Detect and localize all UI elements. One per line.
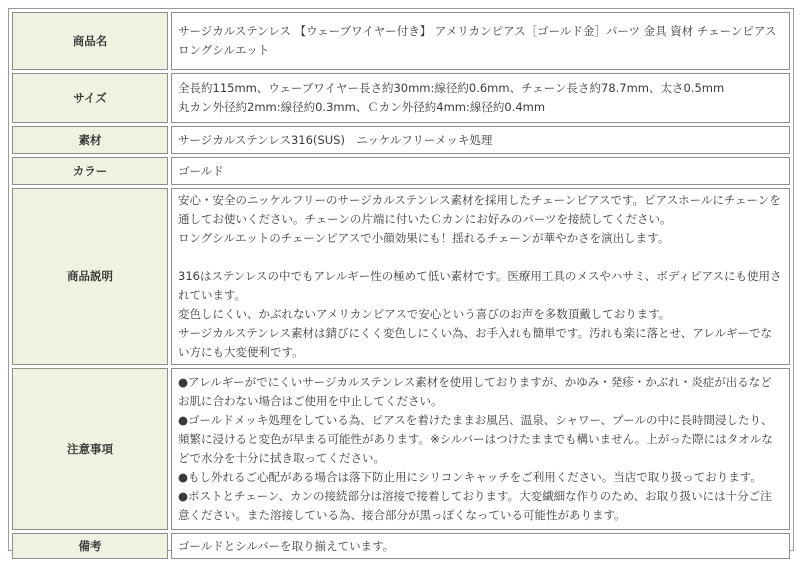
remarks-text: ゴールドとシルバーを取り揃えています。 [178,538,395,553]
notes-item: ●アレルギーがでにくいサージカルステンレス素材を使用しておりますが、かゆみ・発疹・かぶれ・炎症が出るなどお肌に合わない場合はご使用を中止してください。 [178,375,772,408]
label-description: 商品説明 [12,188,168,365]
row-color [12,157,790,185]
value-description [171,188,790,365]
product-name-text: サージカルステンレス 【ウェーブワイヤー付き】 アメリカンピアス［ゴールド金］パーツ 金具 資材 チェーンピアス ロングシルエット [178,24,777,57]
product-spec-table [9,9,793,562]
value-product-name [171,12,790,70]
label-notes: 注意事項 [12,368,168,530]
description-paragraph: ロングシルエットのチェーンピアスで小顔効果にも！揺れるチェーンが華やかさを演出します。 [178,231,670,245]
label-product-name: 商品名 [12,12,168,70]
row-description [12,188,790,365]
label-material: 素材 [12,126,168,154]
description-paragraph: サージカルステンレス素材は錆びにくく変色しにくい為、お手入れも簡単です。汚れも楽に落とせ、アレルギーでない方にも大変便利です。 [178,326,772,359]
row-size [12,73,790,123]
color-text: ゴールド [178,163,224,178]
description-spacer [178,248,783,267]
product-spec-table-wrapper [8,8,794,551]
notes-item: ●ゴールドメッキ処理をしている為、ピアスを着けたままお風呂、温泉、シャワー、プールの中に長時間浸したり、頻繁に浸けると変色が早まる可能性があります。※シルバーはつけたままでも構いません。上がった際にはタオルなどで水分を十分に拭き取ってください。 [178,413,773,465]
size-line: 丸カン外径約2mm:線径約0.3mm、Ｃカン外径約4mm:線径約0.4mm [178,100,546,114]
row-remarks [12,533,790,559]
notes-item: ●ポストとチェーン、カンの接続部分は溶接で接着しております。大変繊細な作りのため、お取り扱いには十分ご注意ください。また溶接している為、接合部分が黒っぽくなっている可能性があります。 [178,489,772,522]
label-remarks: 備考 [12,533,168,559]
row-notes [12,368,790,530]
value-color [171,157,790,185]
row-product-name [12,12,790,70]
size-line: 全長約115mm、ウェーブワイヤー長さ約30mm:線径約0.6mm、チェーン長さ約78.7mm、太さ0.5mm [178,81,725,95]
description-paragraph: 変色しにくい、かぶれないアメリカンピアスで安心という喜びのお声を多数頂戴しております。 [178,307,671,321]
material-text: サージカルステンレス316(SUS) ニッケルフリーメッキ処理 [178,132,493,147]
value-material [171,126,790,154]
label-color: カラー [12,157,168,185]
value-remarks [171,533,790,559]
notes-item: ●もし外れるご心配がある場合は落下防止用にシリコンキャッチをご利用ください。当店で取り扱っております。 [178,470,762,484]
description-paragraph: 安心・安全のニッケルフリーのサージカルステンレス素材を採用したチェーンピアスです。ピアスホールにチェーンを通してお使いください。チェーンの片端に付いたＣカンにお好みのパーツを接続してください。 [178,193,781,226]
value-notes [171,368,790,530]
label-size: サイズ [12,73,168,123]
value-size [171,73,790,123]
description-paragraph: 316はステンレスの中でもアレルギー性の極めて低い素材です。医療用工具のメスやハサミ、ボディピアスにも使用されています。 [178,269,782,302]
row-material [12,126,790,154]
